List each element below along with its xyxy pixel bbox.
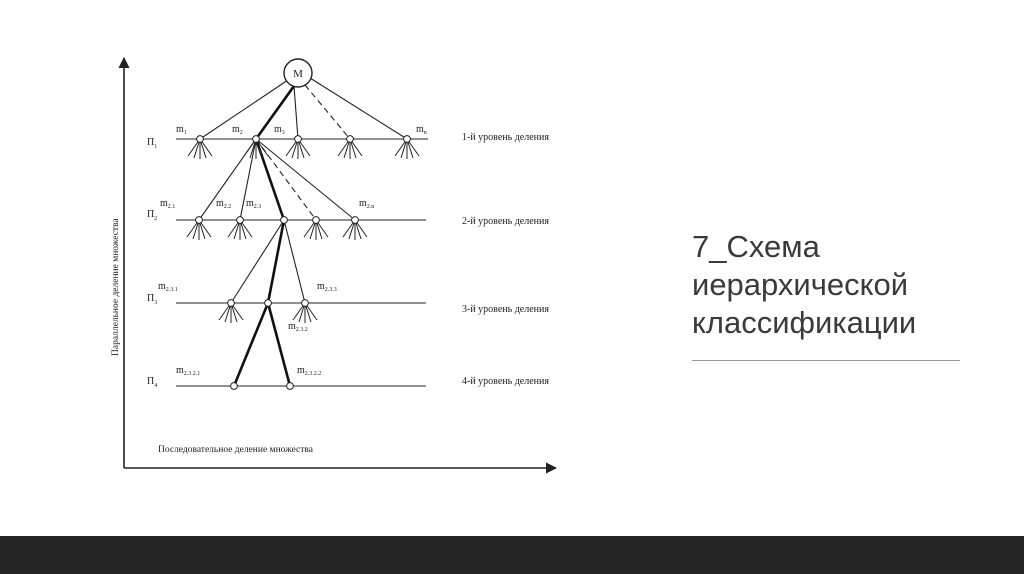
level-3-name: $П_3$ — [147, 293, 158, 306]
node-m22 — [237, 217, 244, 224]
bottom-bar — [0, 536, 1024, 574]
level-1-description: 1-й уровень деления — [462, 132, 549, 143]
label-m1: $m_1$ — [176, 124, 187, 136]
node-m232 — [265, 300, 272, 307]
nodes — [196, 136, 411, 390]
slide-title-line-3: классификации — [692, 305, 917, 340]
node-m-dashed-1 — [347, 136, 354, 143]
dashed-edges — [256, 85, 350, 220]
node-m231 — [228, 300, 235, 307]
y-axis-label: Параллельное деление множества — [111, 218, 121, 356]
bold-path — [234, 86, 294, 386]
label-mn: $m_n$ — [416, 124, 427, 136]
edge-root-dashed — [305, 85, 350, 139]
label-m232: $m_{2.3.2}$ — [288, 321, 308, 333]
label-m231: $m_{2.3.1}$ — [158, 281, 178, 293]
label-m21: $m_{2.1}$ — [160, 198, 176, 210]
tree-edges — [199, 78, 407, 303]
slide-title — [692, 228, 962, 342]
level-2-description: 2-й уровень деления — [462, 216, 549, 227]
label-m22: $m_{2.2}$ — [216, 198, 232, 210]
label-m2: $m_2$ — [232, 124, 243, 136]
edge-root-m3 — [294, 86, 298, 139]
node-m-dashed-2 — [313, 217, 320, 224]
node-m21 — [196, 217, 203, 224]
node-m2321 — [231, 383, 238, 390]
label-m23: $m_{2.3}$ — [246, 198, 262, 210]
node-m23 — [281, 217, 288, 224]
label-m2n: $m_{2.n}$ — [359, 198, 375, 210]
level-2-name: $П_2$ — [147, 209, 158, 222]
level-4-description: 4-й уровень деления — [462, 376, 549, 387]
node-m233 — [302, 300, 309, 307]
node-m2 — [253, 136, 260, 143]
level-1-name: $П_1$ — [147, 137, 158, 150]
label-m2322: $m_{2.3.2.2}$ — [297, 365, 322, 377]
label-m3: $m_3$ — [274, 124, 285, 136]
slide-title-line-2: иерархической — [692, 267, 909, 302]
edge-m23-m233 — [284, 220, 305, 303]
slide-title-line-1: 7_Схема — [692, 229, 820, 264]
node-m3 — [295, 136, 302, 143]
node-m2n — [352, 217, 359, 224]
label-m233: $m_{2.3.3}$ — [317, 281, 337, 293]
label-m2321: $m_{2.3.2.1}$ — [176, 365, 201, 377]
node-mn — [404, 136, 411, 143]
title-divider — [692, 360, 960, 361]
level-4-name: $П_4$ — [147, 376, 158, 389]
x-axis-label: Последовательное деление множества — [158, 445, 314, 455]
node-m2322 — [287, 383, 294, 390]
root-label: М — [293, 68, 303, 80]
title-block — [692, 228, 962, 361]
node-m1 — [197, 136, 204, 143]
level-3-description: 3-й уровень деления — [462, 304, 549, 315]
